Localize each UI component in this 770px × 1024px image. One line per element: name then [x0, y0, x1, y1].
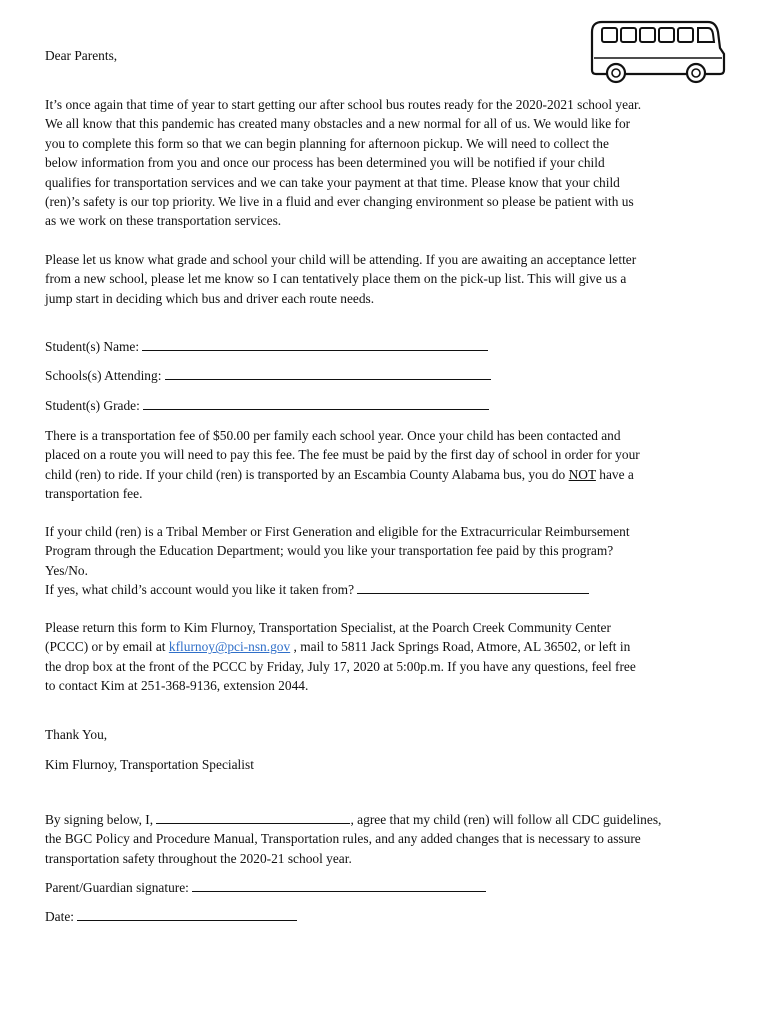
grade-line: Please let us know what grade and school your child will be attending. If you are awaiting an acceptance letter [45, 252, 637, 267]
fee-line-text: child (ren) to ride. If your child (ren) is transported by an Escambia County Alabama bus, you do [45, 466, 566, 482]
date-input[interactable] [77, 907, 297, 921]
schools-attending-field [45, 366, 491, 385]
student-grade-field [45, 396, 489, 415]
schools-attending-label: Schools(s) Attending: [45, 368, 162, 383]
parent-name-input[interactable] [156, 810, 350, 824]
fee-line [45, 465, 725, 484]
parent-signature-label: Parent/Guardian signature: [45, 880, 189, 895]
intro-line: qualifies for transportation services and we can take your payment at that time. Please know that your child [45, 174, 620, 190]
not-emphasis: NOT [568, 466, 596, 482]
fee-line: placed on a route you will need to pay this fee. The fee must be paid by the first day of school in order for your [45, 447, 640, 463]
closing: Thank You, [45, 727, 108, 742]
return-line-start: (PCCC) or by email at [45, 639, 166, 655]
intro-paragraph [45, 95, 725, 231]
account-input[interactable] [357, 580, 589, 594]
account-label: If yes, what child’s account would you like it taken from? [45, 582, 355, 598]
agreement-line [45, 810, 725, 829]
fee-line: There is a transportation fee of $50.00 per family each school year. Once your child has been contacted and [45, 428, 621, 443]
student-grade-label: Student(s) Grade: [45, 398, 140, 413]
student-name-input[interactable] [142, 337, 488, 351]
email-link[interactable]: kflurnoy@pci-nsn.gov [168, 639, 291, 655]
agreement-end: , agree that my child (ren) will follow all CDC guidelines, [350, 812, 662, 827]
student-name-label: Student(s) Name: [45, 339, 140, 354]
return-line-end: , mail to 5811 Jack Springs Road, Atmore, AL 36502, or left in [293, 639, 631, 655]
grade-line: jump start in deciding which bus and driver each route needs. [45, 290, 375, 306]
account-field [45, 580, 725, 599]
agreement-paragraph [45, 810, 725, 868]
parent-signature-input[interactable] [192, 878, 486, 892]
signature-name: Kim Flurnoy, Transportation Specialist [45, 757, 254, 772]
return-line: Please return this form to Kim Flurnoy, Transportation Specialist, at the Poarch Creek Community Center [45, 620, 611, 635]
fee-paragraph [45, 426, 725, 504]
intro-line: below information from you and once our process has been determined you will be notified if your child [45, 155, 605, 171]
intro-line: It’s once again that time of year to start getting our after school bus routes ready for the 2020-2021 school year. [45, 97, 642, 112]
schools-attending-input[interactable] [165, 366, 491, 380]
agreement-line: transportation safety throughout the 2020-21 school year. [45, 850, 352, 866]
return-line: the drop box at the front of the PCCC by Friday, July 17, 2020 at 5:00p.m. If you have any questions, feel free [45, 658, 636, 674]
intro-line: (ren)’s safety is our top priority. We live in a fluid and ever changing environment so please be patient with us [45, 194, 634, 210]
tribal-line: If your child (ren) is a Tribal Member or First Generation and eligible for the Extracurricular Reimbursement [45, 524, 630, 539]
tribal-paragraph [45, 522, 725, 600]
intro-line: as we work on these transportation services. [45, 213, 282, 229]
fee-line-end: have a [599, 466, 634, 482]
yes-no-line: Yes/No. [45, 562, 88, 578]
tribal-line: Program through the Education Department; would you like your transportation fee paid by this program? [45, 543, 614, 559]
intro-line: We all know that this pandemic has created many obstacles and a new normal for all of us. We would like for [45, 116, 631, 132]
return-line: to contact Kim at 251-368-9136, extension 2044. [45, 678, 309, 694]
school-bus-icon [590, 18, 726, 84]
student-name-field [45, 337, 488, 356]
agreement-start: By signing below, I, [45, 812, 154, 827]
date-field [45, 907, 297, 926]
student-grade-input[interactable] [143, 396, 489, 410]
grade-line: from a new school, please let me know so I can tentatively place them on the pick-up list. This will give us a [45, 271, 627, 287]
date-label: Date: [45, 909, 74, 924]
return-paragraph [45, 618, 725, 696]
return-line [45, 637, 725, 656]
agreement-line: the BGC Policy and Procedure Manual, Transportation rules, and any added changes that is necessary to assure [45, 831, 641, 847]
parent-signature-field [45, 878, 486, 897]
greeting: Dear Parents, [45, 48, 118, 63]
intro-line: you to complete this form so that we can begin planning for afternoon pickup. We will need to collect the [45, 135, 609, 151]
fee-line: transportation fee. [45, 486, 143, 502]
grade-paragraph [45, 250, 725, 308]
